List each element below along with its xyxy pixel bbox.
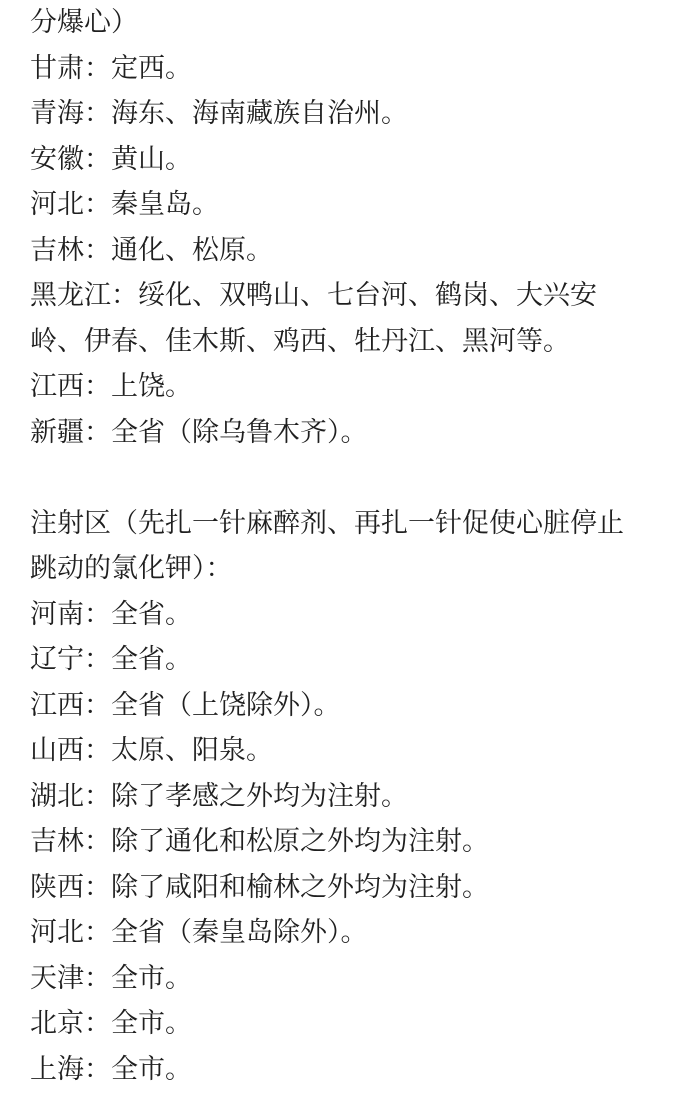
region-line-jiangxi: 江西：全省（上饶除外）。 <box>30 689 341 721</box>
region-line-hubei: 湖北：除了孝感之外均为注射。 <box>30 780 408 812</box>
region-line-qinghai: 青海：海东、海南藏族自治州。 <box>30 98 408 129</box>
region-line-beijing: 北京：全市。 <box>30 1008 192 1039</box>
region-line-heilongjiang: 黑龙江：绥化、双鸭山、七台河、鹤岗、大兴安 <box>30 280 597 311</box>
region-line-gansu: 甘肃：定西。 <box>30 52 192 84</box>
section-heading-cont: 跳动的氯化钾）： <box>30 553 233 584</box>
region-line-shanxi: 山西：太原、阳泉。 <box>30 735 273 766</box>
region-line-xinjiang: 新疆：全省（除乌鲁木齐）。 <box>30 416 368 448</box>
region-line-shanghai: 上海：全市。 <box>30 1053 192 1085</box>
region-line-jiangxi: 江西：上饶。 <box>30 371 192 402</box>
text-line: 分爆心） <box>30 7 138 38</box>
region-line-tianjin: 天津：全市。 <box>30 962 192 994</box>
region-line-hebei: 河北：秦皇岛。 <box>30 189 219 220</box>
region-line-hebei: 河北：全省（秦皇岛除外）。 <box>30 917 368 948</box>
region-line-jilin: 吉林：通化、松原。 <box>30 234 273 266</box>
section-heading: 注射区（先扎一针麻醉剂、再扎一针促使心脏停止 <box>30 507 624 539</box>
region-line-anhui: 安徽：黄山。 <box>30 143 192 175</box>
region-line-liaoning: 辽宁：全省。 <box>30 644 192 675</box>
region-line-henan: 河南：全省。 <box>30 598 192 630</box>
paragraph-gap <box>30 455 670 501</box>
region-line-jilin: 吉林：除了通化和松原之外均为注射。 <box>30 826 489 857</box>
region-line-shaanxi: 陕西：除了咸阳和榆林之外均为注射。 <box>30 871 489 903</box>
region-line-heilongjiang-cont: 岭、伊春、佳木斯、鸡西、牡丹江、黑河等。 <box>30 325 570 357</box>
article-body <box>30 0 670 1092</box>
